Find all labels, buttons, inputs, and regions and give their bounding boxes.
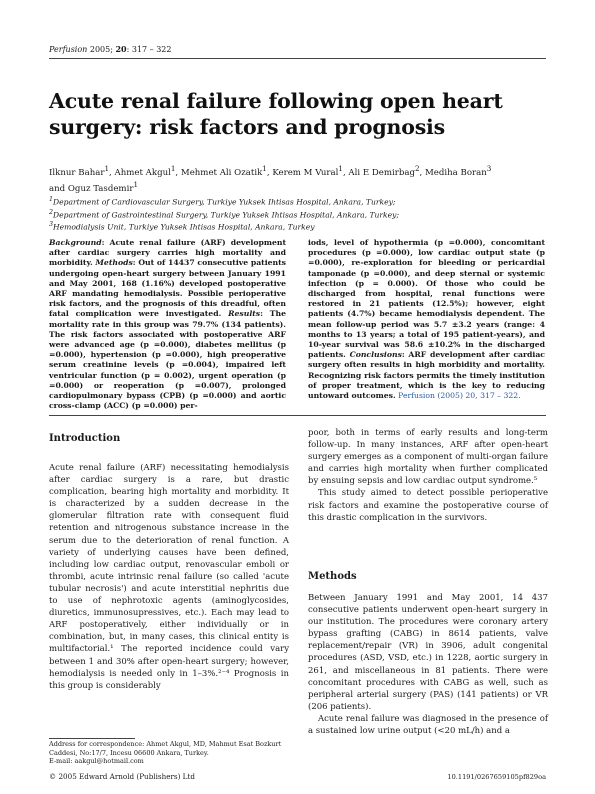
journal-name: Perfusion [49,45,88,54]
abstract-label-conclusions: Conclusions [349,350,402,360]
running-head: Perfusion 2005; 20: 317 – 322 [49,44,172,54]
volume-number: 20 [115,44,127,54]
affiliation: $^1$Department of Cardiovascular Surgery, Turkiye Yuksek Ihtisas Hospital, Ankara, Turkey; [49,196,396,207]
copyright-notice: © 2005 Edward Arnold (Publishers) Ltd [49,772,195,781]
methods-text: Between January 1991 and May 2001, 14 437 consecutive patients underwent open-heart surgery in our institution. The procedures were coronary artery bypass grafting (CABG) in 8614 patients, valve replacement/repair (VR) in 3906, adult congenital procedures (ASD, VSD, etc.) in 1228, aortic surgery in 261, and miscellaneous in 81 patients. There were concomitant procedures with CABG as well, such as peripheral arterial surgery (PAS) (141 patients) or VR (206 patients). Acute renal failure was diagnosed in the presence of a sustained low urine output (<20 mL/h) and a [308,593,548,737]
email-link[interactable]: E-mail: aakgul@hotmail.com [49,757,144,766]
abstract-right-column: iods, level of hypothermia (p =0.000), concomitant procedures (p =0.000), low cardiac output state (p =0.000), re-exploration for bleeding or pericardial tamponade (p =0.000), and deep sternal or systemic infection (p = 0.000). Of those who could be discharged from hospital, renal functions were restored in 21 patients (12.5%); however, eight patients (4.7%) became hemodialysis dependent. The mean follow-up period was 5.7 ±3.2 years (range: 4 months to 13 years; a total of 195 patient-years), and 10-year survival was 58.6 ±10.2% in the discharged patients. Conclusions: ARF development after cardiac surgery often results in high morbidity and mortality. Recognizing risk factors permits the timely institution of proper treatment, which is the key to reducing untoward outcomes. Perfusion (2005) 20, 317 – 322. [308,238,545,401]
methods-heading: Methods [308,571,357,582]
article-title: Acute renal failure following open heart surgery: risk factors and prognosis [49,89,503,139]
introduction-continued: poor, both in terms of early results and long-term follow-up. In many instances, ARF after open-heart surgery emerges as a component of multi-organ failure and carries high mortality when further complicated by ensuing sepsis and low cardiac output syndrome.⁵ This study aimed to detect possible perioperative risk factors and examine the postoperative course of this drastic complication in the survivors. [308,428,548,523]
introduction-heading: Introduction [49,433,121,444]
abstract-label-results: Results [228,309,261,319]
author-list [49,163,549,195]
correspondence-footnote: Address for correspondence: Ahmet Akgul, MD, Mahmut Esat Bozkurt Caddesi, No:17/7, Incesu 06600 Ankara, Turkey. E-mail: aakgul@hotmail.com [49,740,289,766]
citation-link[interactable]: Perfusion (2005) 20, 317 – 322. [395,391,521,401]
author: Ali E Demirbag$^2$, [348,164,425,178]
affiliation: $^3$Hemodialysis Unit, Turkiye Yuksek Ihtisas Hospital, Ankara, Turkey [49,221,315,232]
introduction-text: Acute renal failure (ARF) necessitating hemodialysis after cardiac surgery is a rare, but drastic complication, bearing high mortality and morbidity. It is characterized by a sudden decrease in the glomerular filtration rate with consequent fluid retention and nitrogenous substance increase in the serum due to the deterioration of renal function. A variety of underlying causes have been defined, including low cardiac output, renovascular emboli or thrombi, acute intrinsic renal failure (so called 'acute tubular necrosis') and acute interstitial nephritis due to use of nephrotoxic agents (aminoglycosides, diuretics, immunosupressives, etc.). Each may lead to ARF postoperatively, either individually or in combination, but, in many cases, this clinical entity is multifactorial.¹ The reported incidence could vary between 1 and 30% after open-heart surgery; however, hemodialysis is needed only in 1–3%.²⁻⁴ Prognosis in this group is considerably [49,463,289,691]
abstract-rule [49,415,546,416]
header-rule [49,58,546,59]
affiliations [49,195,549,233]
author: Ahmet Akgul$^1$, [114,164,181,178]
footnote-rule [49,738,135,739]
abstract-label-background: Background [49,238,102,247]
author: Kerem M Vural$^1$, [272,164,349,178]
doi: 10.1191/0267659105pf829oa [447,773,546,781]
author: Ilknur Bahar$^1$, [49,164,115,178]
author: Mediha Boran$^3$ [425,164,492,178]
affiliation: $^2$Department of Gastrointestinal Surgery, Turkiye Yuksek Ihtisas Hospital, Ankara, Turkey; [49,208,399,220]
abstract-label-methods: Methods [95,258,133,268]
author: and Oguz Tasdemir$^1$ [49,179,138,194]
abstract-left-column: Background: Acute renal failure (ARF) development after cardiac surgery carries high mortality and morbidity. Methods: Out of 14437 consecutive patients undergoing open-heart surgery between January 1991 and May 2001, 168 (1.16%) developed postoperative ARF mandating hemodialysis. Possible perioperative risk factors, and the prognosis of this dreadful, often fatal complication were investigated. Results: The mortality rate in this group was 79.7% (134 patients). The risk factors associated with postoperative ARF were advanced age (p =0.000), diabetes mellitus (p =0.000), hypertension (p =0.000), high preoperative serum creatinine levels (p =0.004), impaired left ventricular function (p = 0.002), urgent operation (p =0.000) or reoperation (p =0.007), prolonged cardiopulmonary bypass (CPB) (p =0.000) and aortic cross-clamp (ACC) (p =0.000) per- [49,238,287,411]
author: Mehmet Ali Ozatik$^1$, [180,164,273,178]
